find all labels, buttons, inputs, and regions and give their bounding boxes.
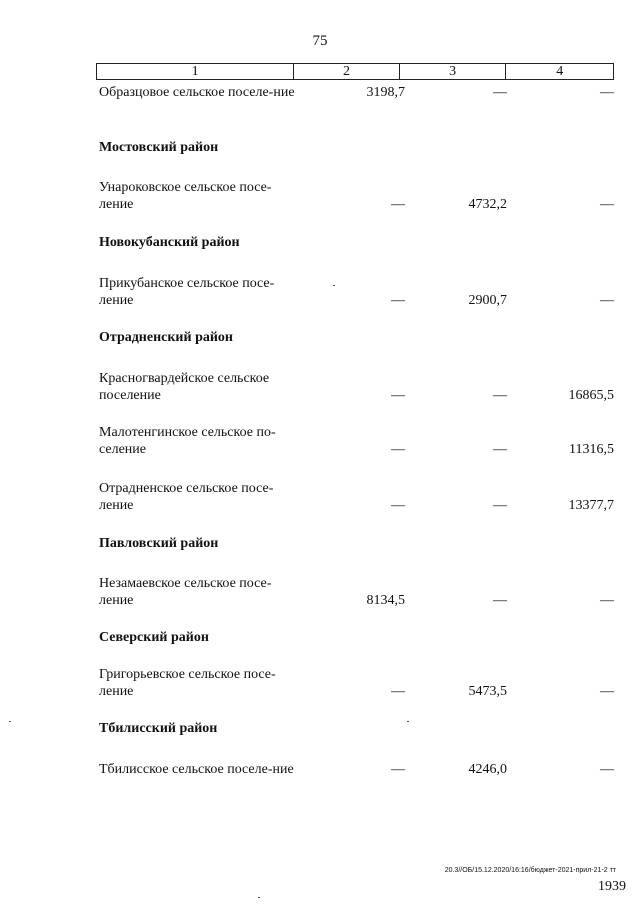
settlement-name: Отрадненское сельское посе-ление (99, 481, 274, 513)
value-col-3: — (493, 498, 507, 513)
table-header (96, 63, 614, 80)
value-col-2: — (391, 197, 405, 212)
value-col-4: — (600, 293, 614, 308)
header-col-2: 2 (294, 64, 400, 79)
value-col-4: — (600, 762, 614, 777)
value-col-2: 8134,5 (366, 593, 405, 608)
value-col-3: — (493, 85, 507, 100)
district-heading: Павловский район (99, 536, 219, 551)
value-col-3: — (493, 442, 507, 457)
district-heading: Новокубанский район (99, 235, 240, 250)
settlement-name: Тбилисское сельское поселе-ние (99, 762, 294, 777)
header-col-1: 1 (97, 64, 294, 79)
value-col-4: — (600, 85, 614, 100)
scan-speck (258, 897, 260, 898)
settlement-name: Прикубанское сельское посе-ление (99, 276, 275, 308)
scan-speck (407, 721, 409, 722)
value-col-3: 2900,7 (468, 293, 507, 308)
header-col-3: 3 (400, 64, 507, 79)
value-col-2: — (391, 442, 405, 457)
value-col-3: 4732,2 (468, 197, 507, 212)
value-col-2: — (391, 762, 405, 777)
value-col-3: 5473,5 (468, 684, 507, 699)
footer-document-code: 20.3//ОБ/15.12.2020/16:16/бюджет-2021-прил-21-2 тт (444, 867, 616, 874)
table-row (99, 761, 614, 778)
district-heading: Отрадненский район (99, 330, 233, 345)
table-row (99, 575, 614, 609)
value-col-2: 3198,7 (366, 85, 405, 100)
value-col-4: — (600, 197, 614, 212)
value-col-4: 11316,5 (569, 442, 614, 457)
settlement-name: Унароковское сельское посе-ление (99, 180, 272, 212)
table-row (99, 84, 614, 101)
scan-speck (9, 721, 11, 722)
value-col-2: — (391, 293, 405, 308)
table-row (99, 666, 614, 700)
value-col-4: 16865,5 (568, 388, 614, 403)
table-row (99, 424, 614, 458)
district-heading: Мостовский район (99, 140, 219, 155)
settlement-name: Незамаевское сельское посе-ление (99, 576, 272, 608)
header-col-4: 4 (556, 64, 564, 79)
table-row (99, 275, 614, 309)
value-col-3: — (493, 593, 507, 608)
value-col-3: 4246,0 (468, 762, 507, 777)
value-col-4: — (600, 593, 614, 608)
settlement-name: Красногвардейское сельское поселение (99, 371, 270, 403)
value-col-2: — (391, 498, 405, 513)
settlement-name: Образцовое сельское поселе-ние (99, 85, 295, 100)
table-row (99, 370, 614, 404)
table-row (99, 179, 614, 213)
value-col-4: — (600, 684, 614, 699)
value-col-2: — (391, 684, 405, 699)
scan-speck (333, 285, 335, 286)
settlement-name: Григорьевское сельское посе-ление (99, 667, 276, 699)
value-col-3: — (493, 388, 507, 403)
table-row (99, 480, 614, 514)
footer-sheet-number: 1939 (598, 879, 626, 894)
district-heading: Тбилисский район (99, 721, 218, 736)
value-col-2: — (391, 388, 405, 403)
value-col-4: 13377,7 (568, 498, 614, 513)
district-heading: Северский район (99, 630, 209, 645)
settlement-name: Малотенгинское сельское по-селение (99, 425, 276, 457)
page-number: 75 (312, 33, 328, 49)
